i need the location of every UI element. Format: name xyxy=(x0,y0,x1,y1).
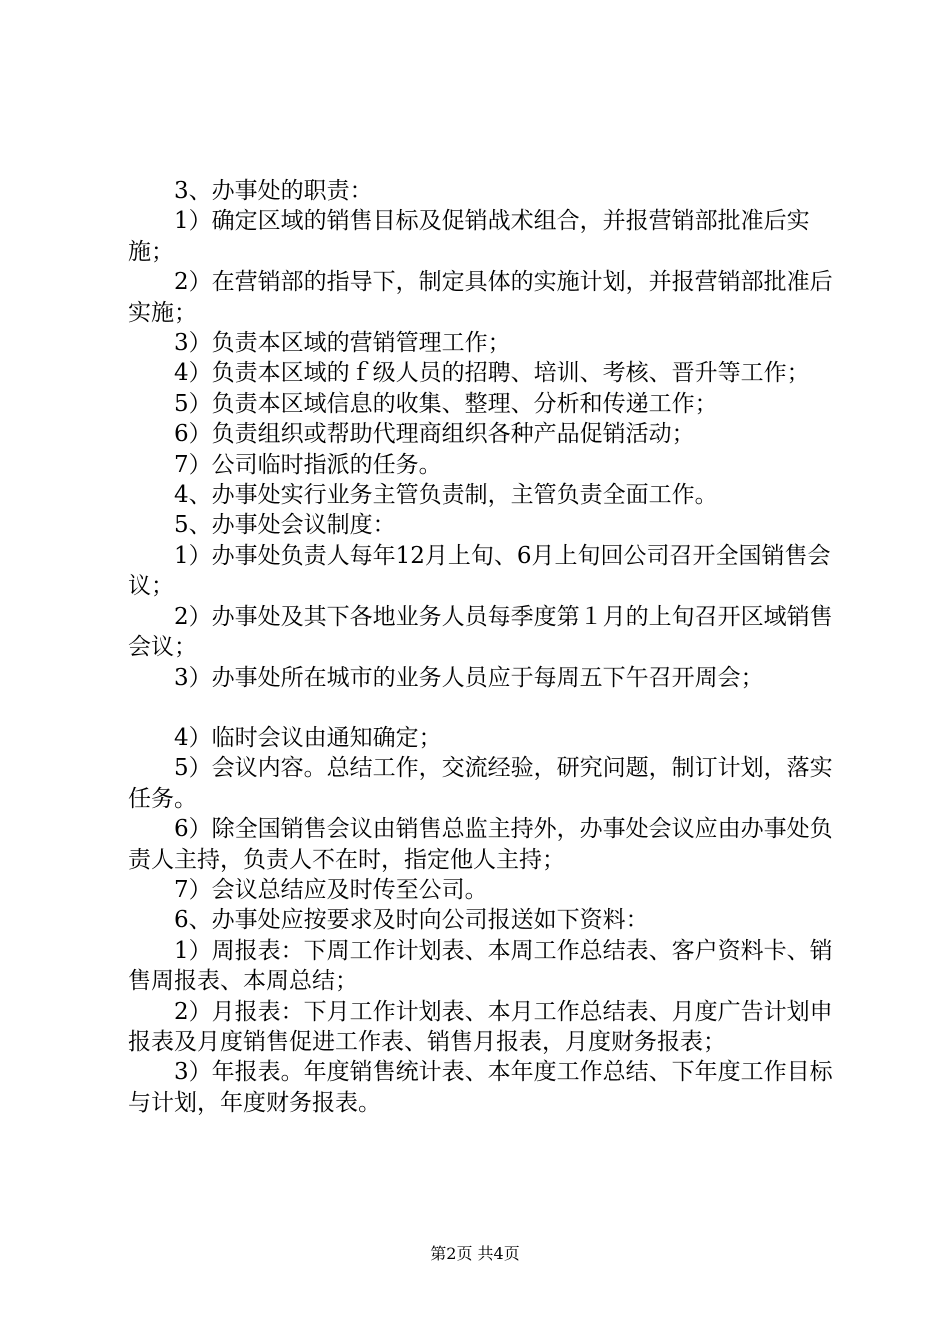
duty-item-3: 3）负责本区域的营销管理工作； xyxy=(174,330,511,357)
meeting-item-5: 5）会议内容。总结工作，交流经验，研究问题，制订计划，落实任务。 xyxy=(128,755,833,812)
duty-item-5: 5）负责本区域信息的收集、整理、分析和传递工作； xyxy=(174,390,718,417)
report-item-3: 3）年报表。年度销售统计表、本年度工作总结、下年度工作目标与计划，年度财务报表。 xyxy=(128,1059,833,1116)
section-heading-reports: 6、办事处应按要求及时向公司报送如下资料： xyxy=(174,907,649,934)
duty-item-6: 6）负责组织或帮助代理商组织各种产品促销活动； xyxy=(174,421,695,448)
section-heading-meetings: 5、办事处会议制度： xyxy=(174,512,396,539)
page-number-footer: 第2页 共4页 xyxy=(430,1244,520,1263)
duty-item-4: 4）负责本区域的ｆ级人员的招聘、培训、考核、晋升等工作； xyxy=(174,360,810,387)
meeting-item-7: 7）会议总结应及时传至公司。 xyxy=(174,876,488,903)
meeting-item-2: 2）办事处及其下各地业务人员每季度第１月的上旬召开区域销售会议； xyxy=(128,603,833,661)
meeting-item-1: 1）办事处负责人每年12月上旬、6月上旬回公司召开全国销售会议； xyxy=(128,542,831,600)
report-item-1: 1）周报表：下周工作计划表、本周工作总结表、客户资料卡、销售周报表、本周总结； xyxy=(128,937,833,995)
duty-item-1: 1）确定区域的销售目标及促销战术组合，并报营销部批准后实施； xyxy=(128,208,810,265)
section-heading-responsibility: 4、办事处实行业务主管负责制，主管负责全面工作。 xyxy=(174,482,718,509)
document-body xyxy=(128,176,836,1118)
meeting-item-4: 4）临时会议由通知确定； xyxy=(174,724,442,751)
section-heading-duties: 3、办事处的职责： xyxy=(174,178,373,204)
report-item-2: 2）月报表：下月工作计划表、本月工作总结表、月度广告计划申报表及月度销售促进工作表、销售月报表，月度财务报表； xyxy=(128,998,833,1055)
duty-item-2: 2）在营销部的指导下，制定具体的实施计划，并报营销部批准后实施； xyxy=(128,269,833,326)
meeting-item-6: 6）除全国销售会议由销售总监主持外，办事处会议应由办事处负责人主持，负责人不在时，指定他人主持； xyxy=(128,816,833,873)
duty-item-7: 7）公司临时指派的任务。 xyxy=(174,451,442,478)
meeting-item-3: 3）办事处所在城市的业务人员应于每周五下午召开周会； xyxy=(174,664,764,691)
